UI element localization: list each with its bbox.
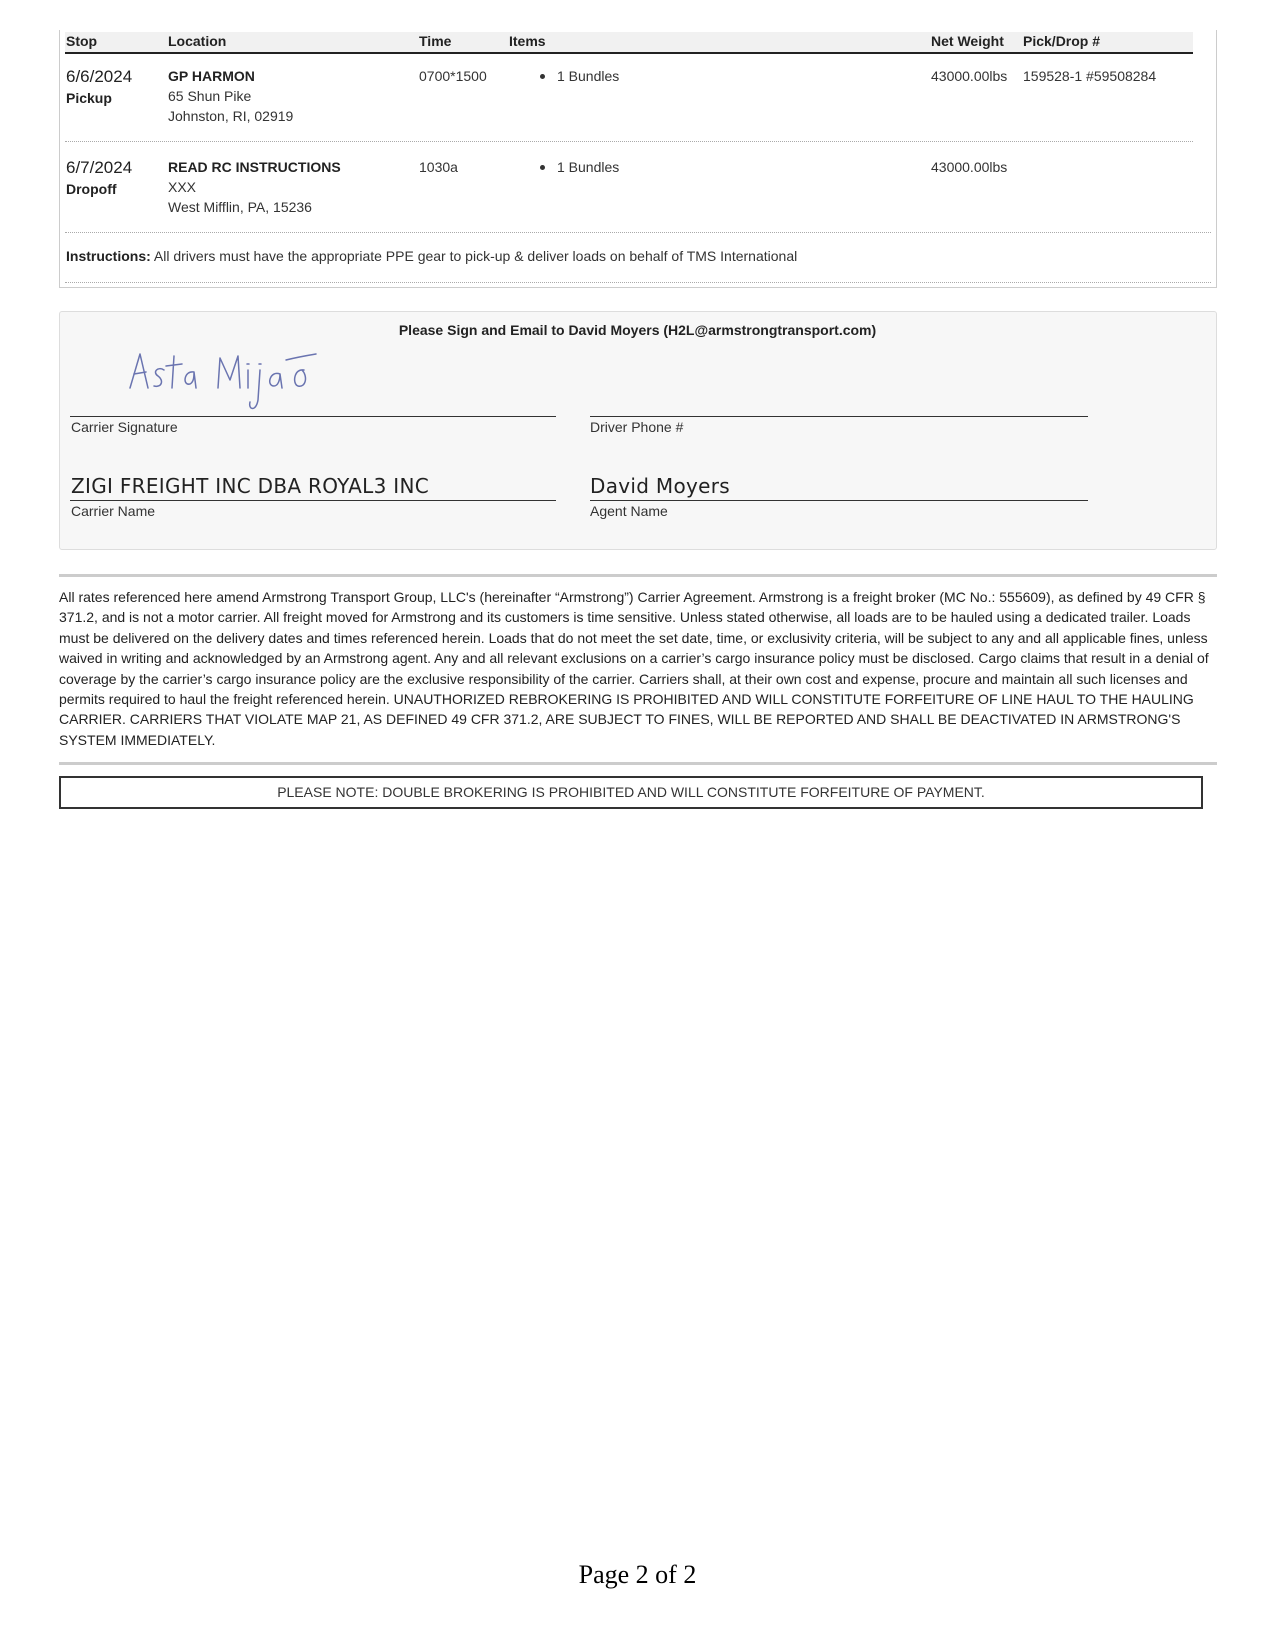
carrier-signature-label: Carrier Signature xyxy=(71,419,178,435)
driver-phone-label: Driver Phone # xyxy=(590,419,684,435)
agent-name-value: David Moyers xyxy=(590,474,730,498)
agent-name-label: Agent Name xyxy=(590,503,668,519)
stop-type: Dropoff xyxy=(66,181,117,197)
stop-date: 6/6/2024 xyxy=(66,67,133,86)
instructions-divider xyxy=(65,282,1211,283)
table-header xyxy=(65,32,1193,54)
location-address: XXX xyxy=(168,179,197,195)
stop-type: Pickup xyxy=(66,90,112,106)
terms-bottom-divider xyxy=(59,762,1217,765)
location-city: West Mifflin, PA, 15236 xyxy=(168,199,312,215)
item: 1 Bundles xyxy=(557,68,620,84)
carrier-name-line xyxy=(70,500,556,501)
location-name: GP HARMON xyxy=(168,68,255,84)
row-divider xyxy=(65,141,1193,142)
carrier-name-value: ZIGI FREIGHT INC DBA ROYAL3 INC xyxy=(71,474,429,498)
location-city: Johnston, RI, 02919 xyxy=(168,108,294,124)
location-name: READ RC INSTRUCTIONS xyxy=(168,159,341,175)
net-weight: 43000.00lbs xyxy=(931,68,1008,84)
instructions xyxy=(66,248,797,264)
location-address: 65 Shun Pike xyxy=(168,88,252,104)
terms-top-divider xyxy=(59,574,1217,577)
agent-name-line xyxy=(590,500,1088,501)
row-divider xyxy=(65,232,1211,233)
stop-date: 6/7/2024 xyxy=(66,158,133,177)
header-location: Location xyxy=(168,33,227,49)
carrier-signature-image xyxy=(128,348,328,420)
header-stop: Stop xyxy=(66,33,98,49)
instructions-text: All drivers must have the appropriate PPE gear to pick-up & deliver loads on behalf of TMS International xyxy=(153,248,798,264)
net-weight: 43000.00lbs xyxy=(931,159,1008,175)
header-pick-drop: Pick/Drop # xyxy=(1023,33,1101,49)
pick-drop-number: 159528-1 #59508284 xyxy=(1023,68,1157,84)
bullet-icon xyxy=(540,74,545,79)
instructions-label: Instructions: xyxy=(66,248,151,264)
bullet-icon xyxy=(540,165,545,170)
carrier-signature-line xyxy=(70,416,556,417)
double-brokering-note: PLEASE NOTE: DOUBLE BROKERING IS PROHIBITED AND WILL CONSTITUTE FORFEITURE OF PAYMENT. xyxy=(59,776,1203,809)
header-net-weight: Net Weight xyxy=(931,33,1004,49)
header-items: Items xyxy=(509,33,546,49)
carrier-name-label: Carrier Name xyxy=(71,503,156,519)
header-time: Time xyxy=(419,33,452,49)
sign-instructions: Please Sign and Email to David Moyers (H2L@armstrongtransport.com) xyxy=(398,322,877,338)
driver-phone-line xyxy=(590,416,1088,417)
page-number: Page 2 of 2 xyxy=(578,1560,697,1589)
stop-time: 1030a xyxy=(419,159,458,175)
terms-text: All rates referenced here amend Armstrong Transport Group, LLC's (hereinafter “Armstrong”) Carrier Agreement. Armstrong is a freight broker (MC No.: 555609), as defined by 49 CFR § 371.2, and is not a motor carrier. All freight moved for Armstrong and its customers is time sensitive. Unless stated otherwise, all loads are to be hauled using a dedicated trailer. Loads must be delivered on the delivery dates and times referenced herein. Loads that do not meet the set date, time, or exclusivity criteria, will be subject to any and all applicable fines, unless waived in writing and acknowledged by an Armstrong agent. Any and all relevant exclusions on a carrier’s cargo insurance policy must be disclosed. Cargo claims that result in a denial of coverage by the carrier’s cargo insurance policy are the exclusive responsibility of the carrier. Carriers shall, at their own cost and expense, procure and maintain all such licenses and permits required to haul the freight referenced herein. UNAUTHORIZED REBROKERING IS PROHIBITED AND WILL CONSTITUTE FORFEITURE OF LINE HAUL TO THE HAULING CARRIER. CARRIERS THAT VIOLATE MAP 21, AS DEFINED 49 CFR 371.2, ARE SUBJECT TO FINES, WILL BE REPORTED AND SHALL BE DEACTIVATED IN ARMSTRONG'S SYSTEM IMMEDIATELY. xyxy=(59,589,1209,748)
item: 1 Bundles xyxy=(557,159,620,175)
stop-time: 0700*1500 xyxy=(419,68,487,84)
